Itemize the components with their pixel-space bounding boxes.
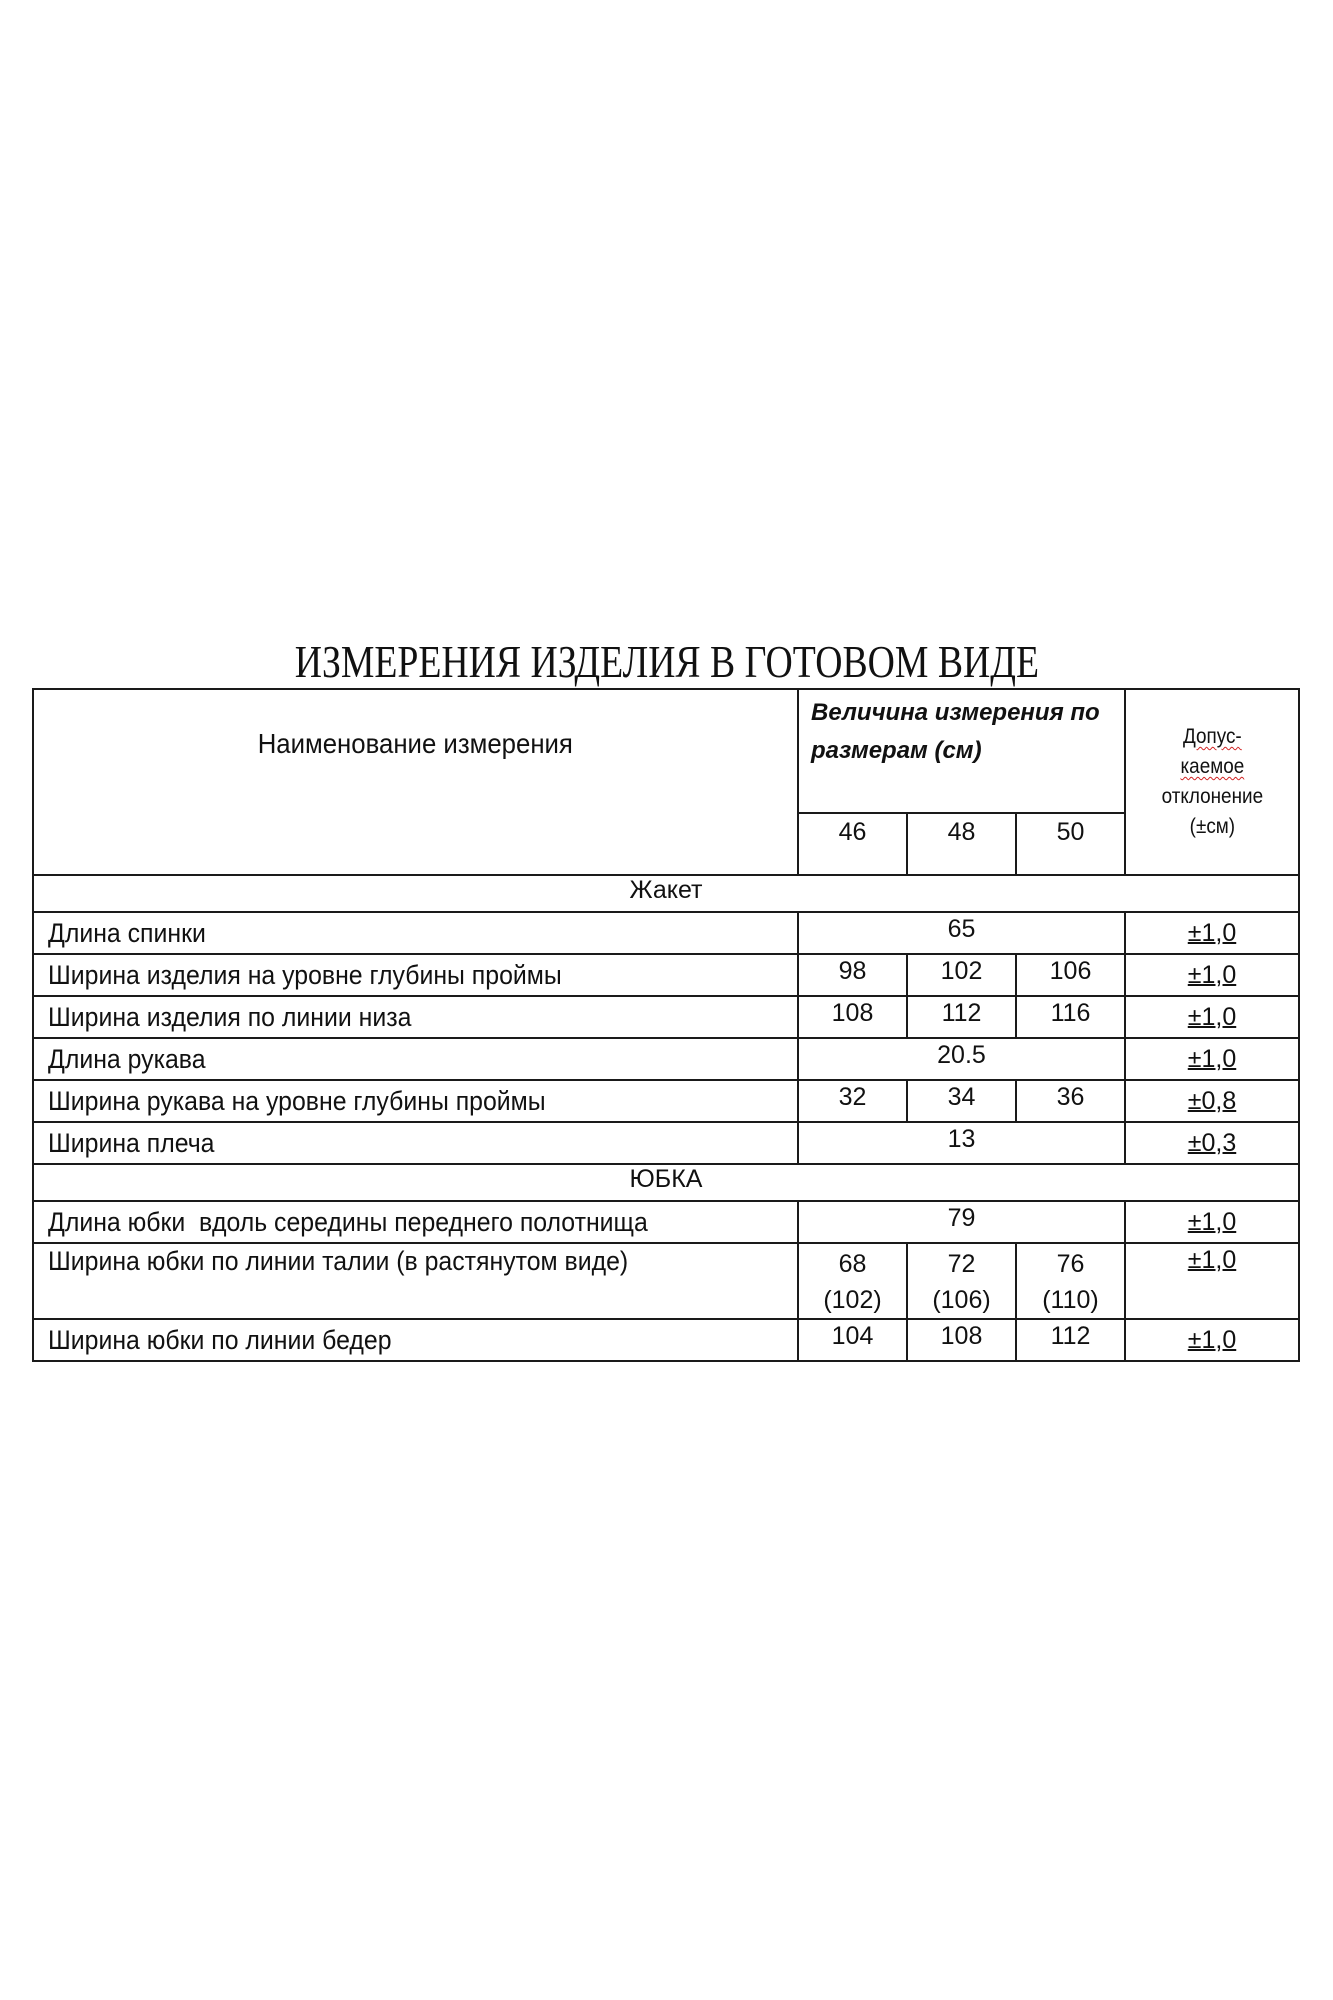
row-tolerance (1125, 912, 1299, 954)
tolerance-text: ±0,8 (1187, 1086, 1237, 1115)
row-label-text: Ширина рукава на уровне глубины проймы (48, 1085, 546, 1116)
value-stretched-text: (110) (1042, 1286, 1099, 1314)
table-row (33, 954, 1299, 996)
section-row-skirt (33, 1164, 1299, 1201)
tolerance-text: ±0,3 (1187, 1128, 1237, 1157)
row-tolerance (1125, 954, 1299, 996)
row-label-text: Ширина изделия на уровне глубины проймы (48, 959, 562, 990)
section-title-jacket: Жакет (33, 875, 1299, 912)
row-value-48: 112 (907, 996, 1016, 1038)
tolerance-text: ±1,0 (1187, 1325, 1237, 1354)
row-tolerance (1125, 1122, 1299, 1164)
table-row (33, 1319, 1299, 1361)
row-value-46: 108 (798, 996, 907, 1038)
tolerance-text: ±1,0 (1187, 1002, 1237, 1031)
row-tolerance (1125, 996, 1299, 1038)
table-row (33, 912, 1299, 954)
row-label (33, 912, 798, 954)
row-tolerance (1125, 1080, 1299, 1122)
value-stretched-text: (102) (823, 1286, 882, 1314)
document-title-text: ИЗМЕРЕНИЯ ИЗДЕЛИЯ В ГОТОВОМ ВИДЕ (294, 636, 1039, 687)
row-label (33, 1319, 798, 1361)
tolerance-line-1: Допус- (1182, 725, 1242, 748)
row-value-50: 106 (1016, 954, 1125, 996)
row-label (33, 954, 798, 996)
table-row (33, 1038, 1299, 1080)
row-value-46: 98 (798, 954, 907, 996)
row-tolerance (1125, 1243, 1299, 1319)
section-title-skirt: ЮБКА (33, 1164, 1299, 1201)
row-value-50: 112 (1016, 1319, 1125, 1361)
row-value-merged: 13 (798, 1122, 1125, 1164)
tolerance-text: ±1,0 (1187, 918, 1237, 947)
row-value-50: 116 (1016, 996, 1125, 1038)
row-value-46: 32 (798, 1080, 907, 1122)
row-value-48: 34 (907, 1080, 1016, 1122)
row-value-50: 36 (1016, 1080, 1125, 1122)
row-label-text: Ширина юбки по линии талии (в растянутом виде) (48, 1246, 629, 1276)
row-label (33, 1243, 798, 1319)
row-label-text: Длина рукава (48, 1043, 206, 1074)
section-row-jacket (33, 875, 1299, 912)
row-label (33, 1080, 798, 1122)
document-title (0, 636, 1333, 688)
row-value-merged: 65 (798, 912, 1125, 954)
table-row (33, 1122, 1299, 1164)
header-tolerance (1125, 689, 1299, 875)
tolerance-text: ±1,0 (1187, 1207, 1237, 1236)
row-label-text: Ширина юбки по линии бедер (48, 1324, 392, 1355)
measurements-table (32, 688, 1300, 1362)
value-text: 76 (1056, 1250, 1085, 1278)
row-value-48: 108 (907, 1319, 1016, 1361)
row-value-48 (907, 1243, 1016, 1319)
size-48: 48 (907, 813, 1016, 875)
value-stretched-text: (106) (932, 1286, 991, 1314)
table-row (33, 1243, 1299, 1319)
tolerance-text: ±1,0 (1187, 1246, 1237, 1274)
tolerance-line-4: (±см) (1189, 815, 1235, 838)
row-label-text: Ширина плеча (48, 1127, 215, 1158)
row-label-text: Длина спинки (48, 917, 206, 948)
header-row (33, 689, 1299, 813)
table-row (33, 996, 1299, 1038)
table-row (33, 1201, 1299, 1243)
table-row (33, 1080, 1299, 1122)
size-50: 50 (1016, 813, 1125, 875)
header-tolerance-text (1161, 722, 1262, 842)
row-tolerance (1125, 1319, 1299, 1361)
header-name-column (33, 689, 798, 875)
header-value-group: Величина измерения по размерам (см) (798, 689, 1125, 813)
row-value-46 (798, 1243, 907, 1319)
row-label (33, 1038, 798, 1080)
row-label (33, 1201, 798, 1243)
row-tolerance (1125, 1201, 1299, 1243)
tolerance-line-3: отклонение (1161, 785, 1263, 808)
row-value-48: 102 (907, 954, 1016, 996)
row-label (33, 1122, 798, 1164)
row-tolerance (1125, 1038, 1299, 1080)
row-value-50 (1016, 1243, 1125, 1319)
tolerance-text: ±1,0 (1187, 960, 1237, 989)
row-value-merged: 20.5 (798, 1038, 1125, 1080)
value-text: 72 (947, 1250, 976, 1278)
value-text: 68 (838, 1250, 867, 1278)
row-label-text: Длина юбки вдоль середины переднего полотнища (48, 1206, 648, 1237)
size-46: 46 (798, 813, 907, 875)
tolerance-line-2: каемое (1180, 755, 1244, 778)
row-label-text: Ширина изделия по линии низа (48, 1001, 412, 1032)
row-value-46: 104 (798, 1319, 907, 1361)
row-label (33, 996, 798, 1038)
header-name-text: Наименование измерения (257, 728, 574, 759)
tolerance-text: ±1,0 (1187, 1044, 1237, 1073)
row-value-merged: 79 (798, 1201, 1125, 1243)
